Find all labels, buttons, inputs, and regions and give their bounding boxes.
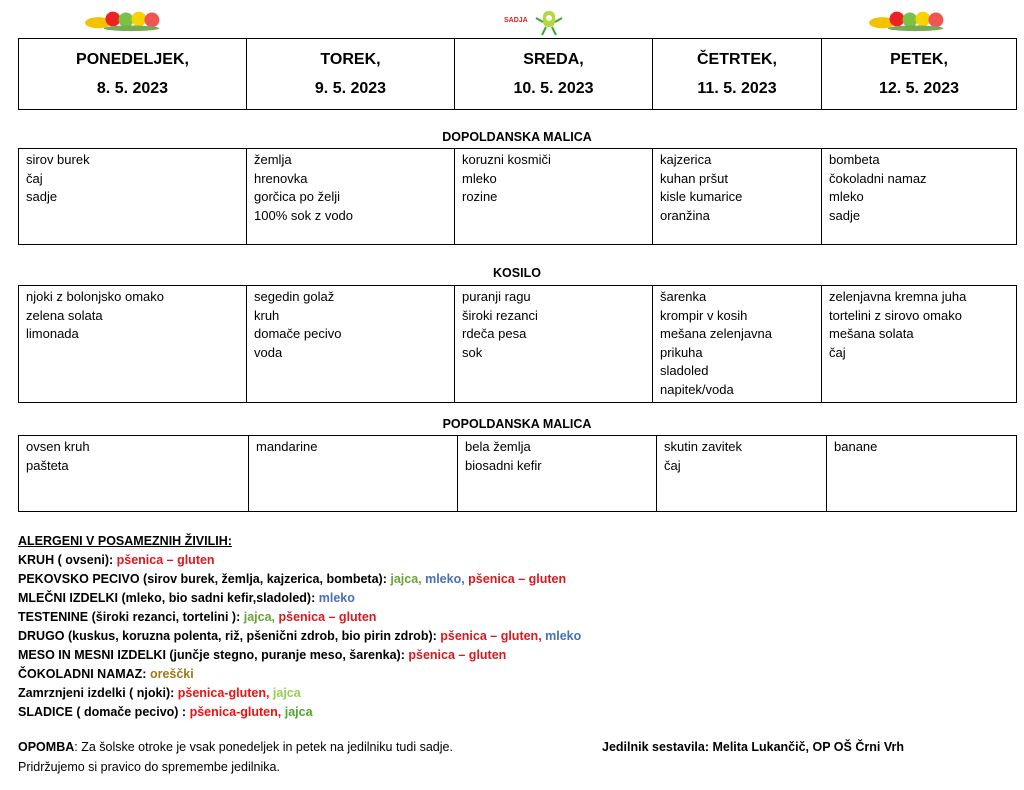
school-fruit-scheme-logo [500,8,580,36]
meal-cell [455,149,653,245]
day-header [822,39,1017,110]
allergen-line [18,608,581,627]
menu-item: segedin golaž [254,289,335,304]
allergen-value: pšenica-gluten, [177,686,273,700]
menu-item: rdeča pesa [462,326,527,342]
section-title: KOSILO [493,266,541,280]
day-header [455,39,653,110]
allergen-line [18,684,581,703]
menu-item: zelenjavna kremna juha [829,289,967,304]
menu-item: sladoled [660,363,709,379]
meal-cell [247,286,455,403]
menu-item: kisle kumarice [660,189,743,205]
menu-item: voda [254,344,283,360]
menu-item: oranžina [660,207,710,223]
day-name: PONEDELJEK, [76,51,189,68]
note-text: : Za šolske otroke je vsak ponedeljek in petek na jedilniku tudi sadje. [74,740,453,754]
meal-cell [827,436,1017,512]
menu-item: sadje [829,207,861,223]
meal-cell [247,149,455,245]
menu-item: limonada [26,326,79,342]
allergen-value: pšenica – gluten, [440,629,546,643]
note-line2: Pridržujemo si pravico do spremembe jedilnika. [18,759,280,774]
menu-item: mešana solata [829,326,914,342]
allergen-line [18,703,581,722]
meal-cell [455,286,653,403]
menu-item: bombeta [829,152,880,167]
menu-item: široki rezanci [462,307,538,323]
meal-cell [19,149,247,245]
menu-item: domače pecivo [254,326,342,342]
menu-author: Jedilnik sestavila: Melita Lukančič, OP OŠ Črni Vrh [602,740,904,754]
menu-item: kajzerica [660,152,712,167]
menu-item: mleko [829,189,864,205]
meal-cell [653,286,822,403]
meal-cell [19,286,247,403]
menu-item: skutin zavitek [664,439,743,454]
allergen-value: jajca [272,686,301,700]
meal-cell [653,149,822,245]
day-date: 8. 5. 2023 [96,80,169,97]
menu-item: čaj [829,344,846,360]
menu-item: mandarine [256,439,318,454]
menu-item: biosadni kefir [465,457,542,473]
allergen-line [18,665,581,684]
menu-item: puranji ragu [462,289,531,304]
fruit-logo-left [82,6,168,32]
menu-item: banane [834,439,878,454]
menu-item: rozine [462,189,498,205]
menu-item: žemlja [254,152,292,167]
allergen-food: MLEČNI IZDELKI (mleko, bio sadni kefir,sladoled): [18,591,319,605]
allergen-food: PEKOVSKO PECIVO (sirov burek, žemlja, kajzerica, bombeta): [18,572,391,586]
days-header-table [18,38,1017,110]
menu-item: mleko [462,170,497,186]
day-name: TOREK, [320,51,381,68]
allergen-value: jajca [284,705,313,719]
meal-cell [19,436,249,512]
menu-item: ovsen kruh [26,439,90,454]
day-date: 11. 5. 2023 [697,80,777,97]
menu-item: kruh [254,307,280,323]
allergen-food: DRUGO (kuskus, koruzna polenta, riž, pšenični zdrob, bio pirin zdrob): [18,629,441,643]
allergen-value: pšenica – gluten [468,572,567,586]
menu-item: čokoladni namaz [829,170,927,186]
day-name: SREDA, [523,51,584,68]
allergen-value: jajca, [243,610,279,624]
allergen-food: ČOKOLADNI NAMAZ: [18,667,150,681]
menu-item: tortelini z sirovo omako [829,307,962,323]
section-title: POPOLDANSKA MALICA [442,417,592,431]
menu-item: šarenka [660,289,707,304]
menu-item: 100% sok z vodo [254,207,354,223]
note-label: OPOMBA [18,740,75,754]
allergens-title: ALERGENI V POSAMEZNIH ŽIVILIH: [18,534,232,548]
day-header [19,39,247,110]
allergen-value: pšenica – gluten [278,610,377,624]
allergen-food: TESTENINE (široki rezanci, tortelini ): [18,610,244,624]
menu-item: zelena solata [26,307,103,323]
meal-table [18,435,1017,512]
mascot-icon [534,8,564,36]
day-name: ČETRTEK, [697,51,777,68]
logo-text: SADJA [504,17,528,24]
day-header [653,39,822,110]
day-date: 12. 5. 2023 [878,80,960,97]
allergen-food: MESO IN MESNI IZDELKI (junčje stegno, puranje meso, šarenka): [18,648,409,662]
menu-item: napitek/voda [660,381,734,397]
menu-item: krompir v kosih [660,307,748,323]
allergen-value: pšenica – gluten [408,648,507,662]
menu-item: mešana zelenjavna [660,326,773,342]
menu-item: bela žemlja [465,439,531,454]
allergen-value: mleko, [425,572,469,586]
meal-cell [657,436,827,512]
menu-item: kuhan pršut [660,170,728,186]
allergen-value: mleko [545,629,582,643]
meal-cell [822,149,1017,245]
menu-item: gorčica po želji [254,189,340,205]
allergen-line [18,646,581,665]
menu-item: čaj [26,170,43,186]
day-date: 10. 5. 2023 [513,80,594,97]
fruit-logo-right [866,6,952,32]
section-title: DOPOLDANSKA MALICA [442,130,592,144]
allergen-food: SLADICE ( domače pecivo) : [18,705,190,719]
day-name: PETEK, [890,51,948,68]
menu-item: njoki z bolonjsko omako [26,289,165,304]
allergen-value: jajca, [390,572,426,586]
allergen-food: KRUH ( ovseni): [18,553,117,567]
allergen-food: Zamrznjeni izdelki ( njoki): [18,686,178,700]
meal-table [18,148,1017,245]
allergen-value: mleko [318,591,355,605]
meal-cell [822,286,1017,403]
allergen-line [18,570,581,589]
menu-item: koruzni kosmiči [462,152,551,167]
allergens-section [18,532,581,722]
menu-item: pašteta [26,457,69,473]
menu-item: sirov burek [26,152,90,167]
day-date: 9. 5. 2023 [314,80,387,97]
menu-item: sok [462,344,483,360]
meal-table [18,285,1017,403]
meal-cell [249,436,458,512]
meal-cell [458,436,657,512]
menu-item: prikuha [660,344,703,360]
menu-item: hrenovka [254,170,308,186]
menu-item: čaj [664,457,681,473]
menu-item: sadje [26,189,58,205]
allergen-line [18,589,581,608]
day-header [247,39,455,110]
allergen-line [18,551,581,570]
allergen-value: oreščki [149,667,194,681]
allergen-value: pšenica – gluten [116,553,215,567]
allergen-value: pšenica-gluten, [189,705,285,719]
allergen-line [18,627,581,646]
note [18,738,453,777]
